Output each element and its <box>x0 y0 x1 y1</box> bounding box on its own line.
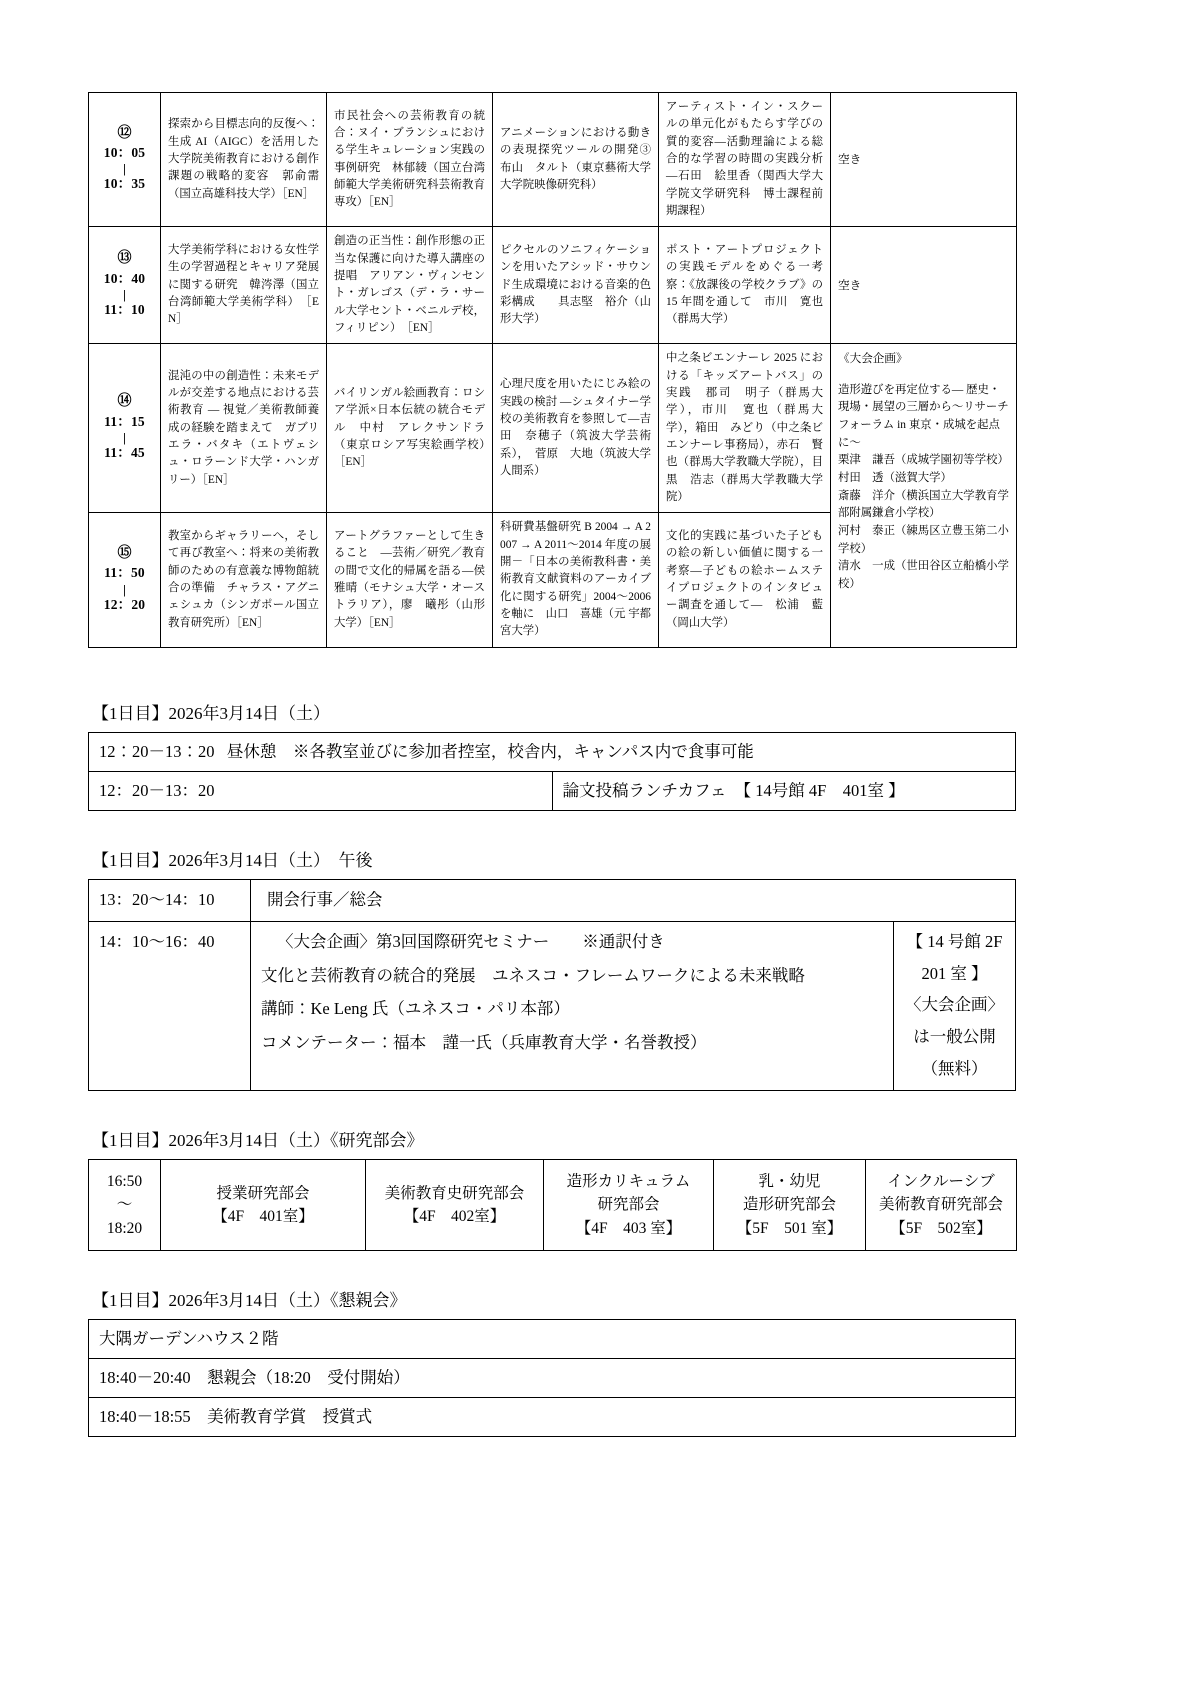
table-row <box>89 771 1016 810</box>
session-cell: 教室からギャラリーへ，そして再び教室へ：将来の美術教師のための有意義な博物館統合の準備 チャラス・アグニェシュカ（シンガポール国立教育研究所）［EN］ <box>161 513 327 647</box>
session-cell: アーティスト・イン・スクールの単元化がもたらす学びの質的変容―活動理論による総合的な学習の時間の実践分析―石田 絵里香（関西大学大学院文学研究科 博士課程前期課程） <box>659 93 831 227</box>
opening-ceremony-time: 13：20～14：10 <box>89 880 251 922</box>
division-name: 造形カリキュラム <box>566 1173 691 1191</box>
seminar-title-line: 〈大会企画〉第3回国際研究セミナー ※通訳付き <box>277 931 665 951</box>
social-award-ceremony: 18:40－18:55 美術教育学賞 授賞式 <box>89 1398 1016 1437</box>
social-party-time: 18:40－20:40 懇親会（18:20 受付開始） <box>89 1359 1016 1398</box>
division-name-second-line: 美術教育研究部会 <box>878 1196 1003 1214</box>
session-schedule-table <box>88 92 1017 648</box>
session-cell: 市民社会への芸術教育の統合：ヌイ・ブランシュにおける学生キュレーション実践の事例研究 林郁綾（国立台湾師範大学美術研究科芸術教育専攻）［EN］ <box>327 93 493 227</box>
division-cell <box>866 1160 1017 1251</box>
social-table-body <box>89 1320 1016 1437</box>
division-room: 【4F 401室】 <box>212 1207 314 1225</box>
division-cell <box>544 1160 714 1251</box>
table-row <box>89 1398 1016 1437</box>
session-cell: 文化的実践に基づいた子どもの絵の新しい価値に関する一考察―子どもの絵ホームステイプロジェクトのインタビュー調査を通して― 松浦 藍（岡山大学） <box>659 513 831 647</box>
session-number: ⑫ <box>117 125 132 141</box>
time-separator: | <box>123 161 126 177</box>
afternoon-table-body <box>89 880 1016 1091</box>
table-row <box>89 880 1016 922</box>
table-row <box>89 227 1017 344</box>
session-end-time: 11：45 <box>104 444 145 460</box>
session-cell: 中之条ビエンナーレ 2025 における「キッズアートバス」の実践 郡司 明子（群馬大学），市川 寛也（群馬大学），箱田 みどり（中之条ビエンナーレ事務局），赤石 賢也（群馬大学教職大学院），目黒 浩志（群馬大学教職大学院） <box>659 344 831 513</box>
session-start-time: 11：50 <box>104 565 145 581</box>
time-separator: | <box>123 429 126 445</box>
session-end-time: 10：35 <box>103 176 146 192</box>
session-cell: 大学美術学科における女性学生の学習過程とキャリア発展に関する研究 韓涔澤（国立台湾師範大学美術学科） ［EN］ <box>161 227 327 344</box>
session-cell: 心理尺度を用いたにじみ絵の実践の検討 ―シュタイナー学校の美術教育を参照して―吉田 奈穂子（筑波大学芸術系）， 菅原 大地（筑波大学人間系） <box>493 344 659 513</box>
division-room: 【4F 403 室】 <box>575 1219 682 1237</box>
session-start-time: 10：05 <box>103 145 146 161</box>
lunch-cafe-text: 論文投稿ランチカフェ 【 14号館 4F 401室 】 <box>552 771 1016 810</box>
session-number: ⑮ <box>117 545 132 561</box>
session-start-time: 11：15 <box>104 413 145 429</box>
session-time-cell <box>89 93 161 227</box>
time-separator: | <box>123 581 126 597</box>
session-number: ⑭ <box>117 394 132 410</box>
afternoon-table <box>88 879 1016 1091</box>
lunch-cafe-time: 12：20－13：20 <box>89 771 553 810</box>
spacing <box>215 742 227 761</box>
conference-plan-body: 造形遊びを再定位する― 歴史・現場・展望の三層から～リサーチフォーラム in 東京・成城を起点に～ 栗津 謙吾（成城学園初等学校） 村田 透（滋賀大学） 斎藤 洋介（横浜国立大学教育学部附属鎌倉小学校） 河村 泰正（練馬区立豊玉第二小学校） 清水 一成（世田谷区立船橋小学校） <box>838 383 1009 591</box>
spacer <box>88 1091 1112 1131</box>
lunch-table-body <box>89 732 1016 810</box>
session-time-cell <box>89 513 161 647</box>
session-number: ⑬ <box>117 251 132 267</box>
session-cell: 創造の正当性：創作形態の正当な保護に向けた導入講座の提唱 アリアン・ヴィンセント・ガレゴス（デ・ラ・サール大学セント・ベニルデ校，フィリピン） ［EN］ <box>327 227 493 344</box>
social-section-heading: 【1日目】2026年3月14日（土）《懇親会》 <box>92 1290 407 1310</box>
division-name: インクルーシブ <box>887 1173 995 1191</box>
spacer <box>88 1251 1112 1291</box>
division-cell <box>714 1160 866 1251</box>
social-venue: 大隅ガーデンハウス２階 <box>89 1320 1016 1359</box>
session-cell: ピクセルのソニフィケーションを用いたアシッド・サウンド生成環境における音楽的色彩構成 具志堅 裕介（山形大学） <box>493 227 659 344</box>
room-line: 〈大会企画〉 <box>905 995 1004 1015</box>
session-time-cell <box>89 227 161 344</box>
conference-plan-cell <box>831 344 1017 647</box>
session-start-time: 10：40 <box>103 270 146 286</box>
table-row <box>89 344 1017 513</box>
room-line: （無料） <box>921 1058 988 1078</box>
social-table <box>88 1319 1016 1437</box>
division-room: 【5F 501 室】 <box>736 1219 843 1237</box>
division-name-second-line: 造形研究部会 <box>742 1196 836 1214</box>
divisions-start-time: 16:50 <box>106 1173 143 1191</box>
table-row <box>89 1320 1016 1359</box>
division-name-second-line: 研究部会 <box>597 1196 660 1214</box>
spacer <box>88 811 1112 851</box>
division-room: 【5F 502室】 <box>890 1219 992 1237</box>
divisions-section-heading: 【1日目】2026年3月14日（土）《研究部会》 <box>92 1130 424 1150</box>
room-line: 201 室 】 <box>921 963 988 983</box>
division-cell <box>366 1160 544 1251</box>
room-line: 【 14 号館 2F <box>906 931 1003 951</box>
session-cell: バイリンガル絵画教育：ロシア学派×日本伝統の統合モデル 中村 アレクサンドラ（東京ロシア写実絵画学校） ［EN］ <box>327 344 493 513</box>
afternoon-section-heading: 【1日目】2026年3月14日（土） 午後 <box>92 850 373 870</box>
lunch-section-heading: 【1日目】2026年3月14日（土） <box>92 703 330 723</box>
session-cell-empty: 空き <box>831 227 1017 344</box>
time-separator: | <box>123 286 126 302</box>
divisions-time-tilde: ～ <box>116 1196 133 1214</box>
session-table-body <box>89 93 1017 648</box>
divisions-time-cell <box>89 1160 161 1251</box>
divisions-table-body <box>89 1160 1017 1251</box>
table-row <box>89 732 1016 771</box>
lunch-break-text: 昼休憩 ※各教室並びに参加者控室，校舎内，キャンパス内で食事可能 <box>226 741 754 761</box>
session-cell: 探索から目標志向的反復へ：生成 AI（AIGC）を活用した大学院美術教育における創作課題の戦略的変容 郭俞需（国立高雄科技大学）［EN］ <box>161 93 327 227</box>
table-row <box>89 1160 1017 1251</box>
divisions-end-time: 18:20 <box>106 1219 143 1237</box>
seminar-room-info <box>894 921 1016 1090</box>
lunch-table <box>88 732 1016 811</box>
session-cell: 科研費基盤研究 B 2004 → A 2007 → A 2011～2014 年度の展開－「日本の美術教科書・美術教育文献資料のアーカイブ化に関する研究」2004～2006 を軸に 山口 喜雄（元 宇都宮大学） <box>493 513 659 647</box>
seminar-lecturer-line: 講師：Ke Leng 氏（ユネスコ・パリ本部） <box>261 999 570 1019</box>
session-end-time: 12：20 <box>103 596 146 612</box>
session-time-cell <box>89 344 161 513</box>
lunch-break-time: 12：20－13：20 <box>99 741 215 761</box>
seminar-time: 14：10～16：40 <box>89 921 251 1090</box>
seminar-commentator-line: コメンテーター：福本 謹一氏（兵庫教育大学・名誉教授） <box>261 1033 707 1053</box>
table-row <box>89 921 1016 1090</box>
room-line: は一般公開 <box>913 1027 996 1047</box>
opening-ceremony-label: 開会行事／総会 <box>251 880 1016 922</box>
conference-plan-heading: 《大会企画》 <box>838 352 908 366</box>
session-end-time: 11：10 <box>104 301 145 317</box>
table-row <box>89 93 1017 227</box>
spacer <box>88 648 1112 704</box>
seminar-subtitle-line: 文化と芸術教育の統合的発展 ユネスコ・フレームワークによる未来戦略 <box>261 965 805 985</box>
division-name: 美術教育史研究部会 <box>384 1184 525 1202</box>
session-cell: アートグラファーとして生きること ―芸術／研究／教育の間で文化的帰属を語る―侯 雅晴（モナシュ大学・オーストラリア），廖 曦彤（山形大学）［EN］ <box>327 513 493 647</box>
session-cell: ポスト・アートプロジェクトの実践モデルをめぐる一考察：《放課後の学校クラブ》の 15 年間を通して 市川 寛也（群馬大学） <box>659 227 831 344</box>
session-cell: 混沌の中の創造性：未来モデルが交差する地点における芸術教育 — 視覚／美術教師養成の経験を踏まえて ガブリエラ・バタキ（エトヴェシュ・ロラーンド大学・ハンガリー）［EN］ <box>161 344 327 513</box>
seminar-details <box>251 921 894 1090</box>
lunch-break-row <box>89 732 1016 771</box>
division-name: 授業研究部会 <box>216 1184 310 1202</box>
table-row <box>89 1359 1016 1398</box>
session-cell-empty: 空き <box>831 93 1017 227</box>
division-cell <box>161 1160 366 1251</box>
session-cell: アニメーションにおける動きの表現探究ツールの開発③ 布山 タルト（東京藝術大学大学院映像研究科） <box>493 93 659 227</box>
division-name: 乳・幼児 <box>758 1173 821 1191</box>
divisions-table <box>88 1159 1017 1251</box>
division-room: 【4F 402室】 <box>403 1207 506 1225</box>
